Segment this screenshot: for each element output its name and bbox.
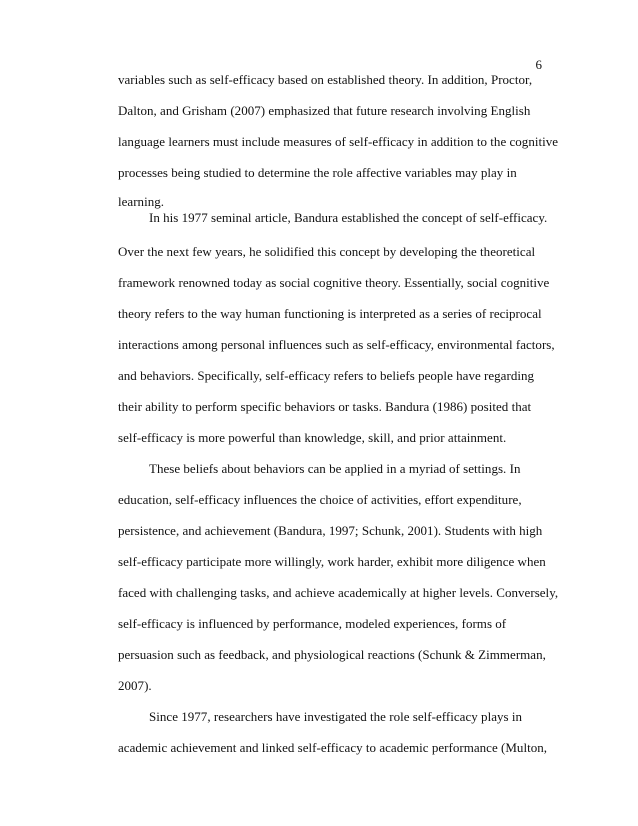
text-line: Dalton, and Grisham (2007) emphasized that future research involving English bbox=[118, 103, 531, 118]
paragraph-first-line: These beliefs about behaviors can be applied in a myriad of settings. In bbox=[149, 461, 521, 476]
paragraph-first-line: Since 1977, researchers have investigated the role self-efficacy plays in bbox=[149, 709, 523, 724]
text-line: framework renowned today as social cognitive theory. Essentially, social cognitive bbox=[118, 275, 550, 290]
text-line: 2007). bbox=[118, 678, 152, 693]
text-line: learning. bbox=[118, 194, 165, 209]
text-line: theory refers to the way human functioning is interpreted as a series of reciprocal bbox=[118, 306, 542, 321]
text-line: persistence, and achievement (Bandura, 1997; Schunk, 2001). Students with high bbox=[118, 523, 543, 538]
text-line: variables such as self-efficacy based on established theory. In addition, Proctor, bbox=[118, 72, 533, 87]
text-line: and behaviors. Specifically, self-efficacy refers to beliefs people have regarding bbox=[118, 368, 535, 383]
text-line: their ability to perform specific behaviors or tasks. Bandura (1986) posited that bbox=[118, 399, 532, 414]
page-number: 6 bbox=[535, 57, 542, 72]
text-line: Over the next few years, he solidified this concept by developing the theoretical bbox=[118, 244, 536, 259]
text-line: language learners must include measures of self-efficacy in addition to the cognitive bbox=[118, 134, 559, 149]
text-line: self-efficacy participate more willingly, work harder, exhibit more diligence when bbox=[118, 554, 546, 569]
text-line: self-efficacy is more powerful than knowledge, skill, and prior attainment. bbox=[118, 430, 507, 445]
paragraph-first-line: In his 1977 seminal article, Bandura established the concept of self-efficacy. bbox=[149, 210, 548, 225]
text-line: persuasion such as feedback, and physiological reactions (Schunk & Zimmerman, bbox=[118, 647, 546, 662]
text-line: faced with challenging tasks, and achieve academically at higher levels. Conversely, bbox=[118, 585, 559, 600]
text-line: processes being studied to determine the role affective variables may play in bbox=[118, 165, 517, 180]
text-line: self-efficacy is influenced by performance, modeled experiences, forms of bbox=[118, 616, 507, 631]
text-line: education, self-efficacy influences the choice of activities, effort expenditure, bbox=[118, 492, 522, 507]
text-line: interactions among personal influences such as self-efficacy, environmental factors, bbox=[118, 337, 555, 352]
text-line: academic achievement and linked self-efficacy to academic performance (Multon, bbox=[118, 740, 548, 755]
